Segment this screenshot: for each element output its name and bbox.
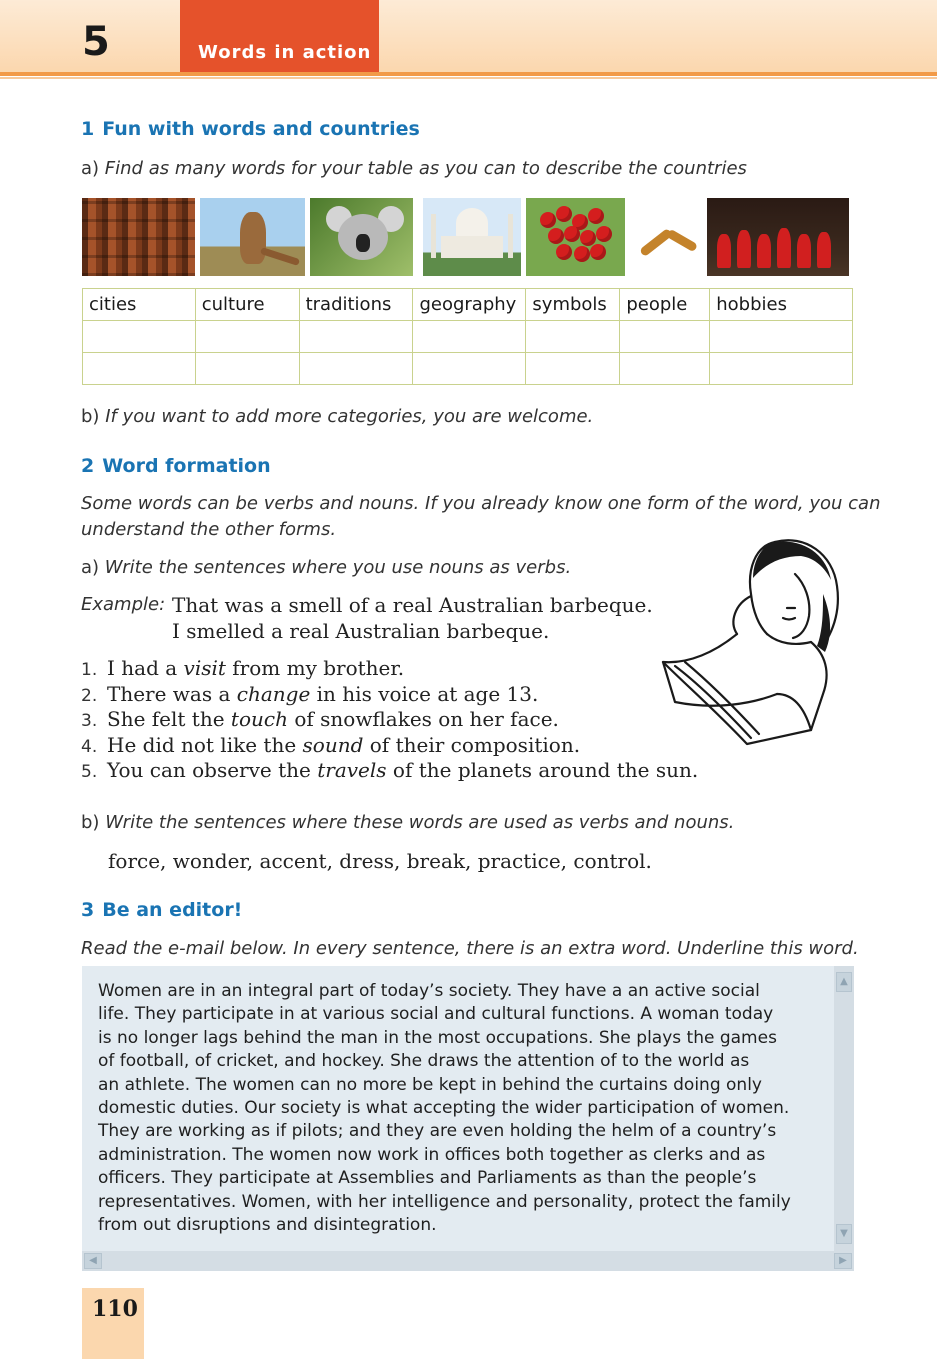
section-2-heading [81,455,271,477]
building-shape [441,236,503,258]
table-cell[interactable] [710,353,853,385]
berry-shape [556,244,572,260]
section-1-title: Fun with words and countries [102,118,420,140]
page-number: 110 [92,1296,138,1322]
table-header-row [83,289,853,321]
rowan-berries-photo [526,198,625,276]
scroll-left-arrow-icon[interactable]: ◀ [84,1253,102,1269]
sentence-text: of the planets around the sun. [386,758,699,783]
email-line: officers. They participate at Assemblies and Parliaments as than the people’s [98,1168,757,1189]
item-number: 4. [81,736,98,757]
horizontal-scrollbar[interactable] [82,1251,854,1271]
scroll-right-arrow-icon[interactable]: ▶ [834,1253,852,1269]
example-sentence-1: That was a smell of a real Australian barbeque. [172,593,653,617]
table-cell[interactable] [526,353,620,385]
email-box[interactable] [82,966,854,1271]
table-cell[interactable] [710,321,853,353]
section-3-number: 3 [81,899,95,921]
email-body [98,980,818,1237]
email-text-area[interactable] [82,966,834,1251]
list-item [81,758,699,784]
example-sentence-2: I smelled a real Australian barbeque. [172,619,550,643]
email-line: from out disruptions and disintegration. [98,1215,437,1236]
chapter-title: Words in action [198,42,372,63]
dancer-shape [797,234,811,268]
dancer-shape [817,232,831,268]
table-cell[interactable] [413,353,526,385]
sentence-text: I had a [107,656,184,680]
email-line: domestic duties. Our society is what accepting the wider participation of women. [98,1098,790,1119]
section-3-title: Be an editor! [102,899,243,921]
berry-shape [540,212,556,228]
section-2-task-a [81,557,571,578]
header-band [0,0,937,72]
email-line: Women are in an integral part of today’s society. They have a an active social [98,981,760,1001]
table-cell[interactable] [299,321,413,353]
berry-shape [580,230,596,246]
task-letter: a) [81,158,100,179]
table-cell[interactable] [195,353,299,385]
sentence-text: There was a [107,681,237,706]
column-header: symbols [526,289,620,321]
sentence-list [81,656,699,784]
section-2-intro-line-1 [81,493,880,514]
vertical-scrollbar[interactable] [834,966,854,1251]
email-line: representatives. Women, with her intelligence and personality, protect the family [98,1191,791,1212]
scroll-down-arrow-icon[interactable]: ▼ [836,1224,852,1244]
header-rule [0,72,937,76]
key-word: sound [302,732,364,757]
section-1-task-a [81,158,747,179]
list-item [81,682,681,708]
item-number: 2. [81,685,98,706]
table-row [83,353,853,385]
table-cell[interactable] [83,321,196,353]
section-2-intro-line-2 [81,519,336,540]
item-number: 1. [81,660,98,680]
boomerang-arm-shape [666,229,698,253]
key-word: change [236,681,311,706]
minaret-shape [431,214,436,258]
sentence-text: of their composition. [363,732,581,757]
list-item [81,707,681,733]
dancers-photo [707,198,849,276]
column-header: people [620,289,710,321]
kangaroo-tail-shape [260,247,300,266]
berry-shape [556,206,572,222]
sentence-text: from my brother. [225,656,405,680]
section-3-heading [81,899,242,921]
email-line: administration. The women now work in offices both together as clerks and as [98,1144,766,1165]
task-letter: b) [81,406,100,427]
column-header: traditions [299,289,413,321]
column-header: culture [195,289,299,321]
table-cell[interactable] [526,321,620,353]
key-word: visit [183,656,226,680]
table-cell[interactable] [83,353,196,385]
section-1-task-b [81,406,593,427]
section-3-instruction [81,938,859,959]
berry-shape [596,226,612,242]
berry-shape [574,246,590,262]
dancer-shape [757,234,771,268]
column-header: cities [83,289,196,321]
email-line: is no longer lags behind the man in the most occupations. She plays the games [98,1027,777,1048]
email-line: They are working as if pilots; and they are even holding the helm of a country’s [98,1121,777,1142]
kangaroo-photo [200,198,305,276]
email-line: of football, of cricket, and hockey. She draws the attention of to the world as [98,1051,750,1072]
column-header: hobbies [710,289,853,321]
table-cell[interactable] [413,321,526,353]
item-number: 5. [81,762,98,783]
dancer-shape [777,228,791,268]
girl-reading-illustration [655,534,845,750]
section-2-task-b [81,812,734,833]
sentence-text: of snowflakes on her face. [287,707,559,732]
column-header: geography [413,289,526,321]
boomerang-photo [630,198,702,276]
berry-shape [590,244,606,260]
task-text: If you want to add more categories, you are welcome. [105,406,594,427]
sentence-text: She felt the [107,707,231,732]
section-1-number: 1 [81,118,95,140]
koala-nose-shape [356,234,370,252]
dancer-shape [737,230,751,268]
scroll-up-arrow-icon[interactable]: ▲ [836,972,852,992]
berry-shape [564,226,580,242]
table-cell[interactable] [620,353,710,385]
table-row [83,321,853,353]
section-2-number: 2 [81,455,95,477]
sentence-text: He did not like the [107,732,303,757]
word-list: force, wonder, accent, dress, break, practice, control. [108,849,652,873]
minaret-shape [508,214,513,258]
table-cell[interactable] [299,353,413,385]
item-number: 3. [81,711,98,732]
intro-text: understand the other forms. [81,519,337,540]
example-label: Example: [81,594,166,615]
dancer-shape [717,234,731,268]
table-cell[interactable] [620,321,710,353]
taj-mahal-photo [423,198,521,276]
section-2-title: Word formation [102,455,271,477]
email-line: an athlete. The women can no more be kept in behind the curtains doing only [98,1074,762,1095]
list-item [81,733,681,759]
kangaroo-shape [240,212,266,264]
intro-text: Some words can be verbs and nouns. If you already know one form of the word, you can [81,493,881,514]
barbeque-photo [82,198,195,276]
header-rule-light [0,77,937,79]
list-item [81,656,681,682]
table-cell[interactable] [195,321,299,353]
koala-photo [310,198,413,276]
sentence-text: in his voice at age 13. [310,681,539,706]
section-1-heading [81,118,420,140]
task-text: Write the sentences where these words are used as verbs and nouns. [105,812,735,833]
berry-shape [588,208,604,224]
dome-shape [456,208,488,238]
categories-table [82,288,853,385]
task-text: Write the sentences where you use nouns as verbs. [104,557,572,578]
task-letter: a) [81,557,100,578]
task-text: Find as many words for your table as you can to describe the countries [104,158,747,179]
chapter-number: 5 [82,19,110,65]
key-word: touch [230,707,288,732]
berry-shape [548,228,564,244]
key-word: travels [317,758,387,783]
email-line: life. They participate in at various social and cultural functions. A woman today [98,1004,774,1025]
task-letter: b) [81,812,100,833]
sentence-text: You can observe the [107,758,318,783]
instruction-text: Read the e-mail below. In every sentence, there is an extra word. Underline this word. [81,938,859,959]
